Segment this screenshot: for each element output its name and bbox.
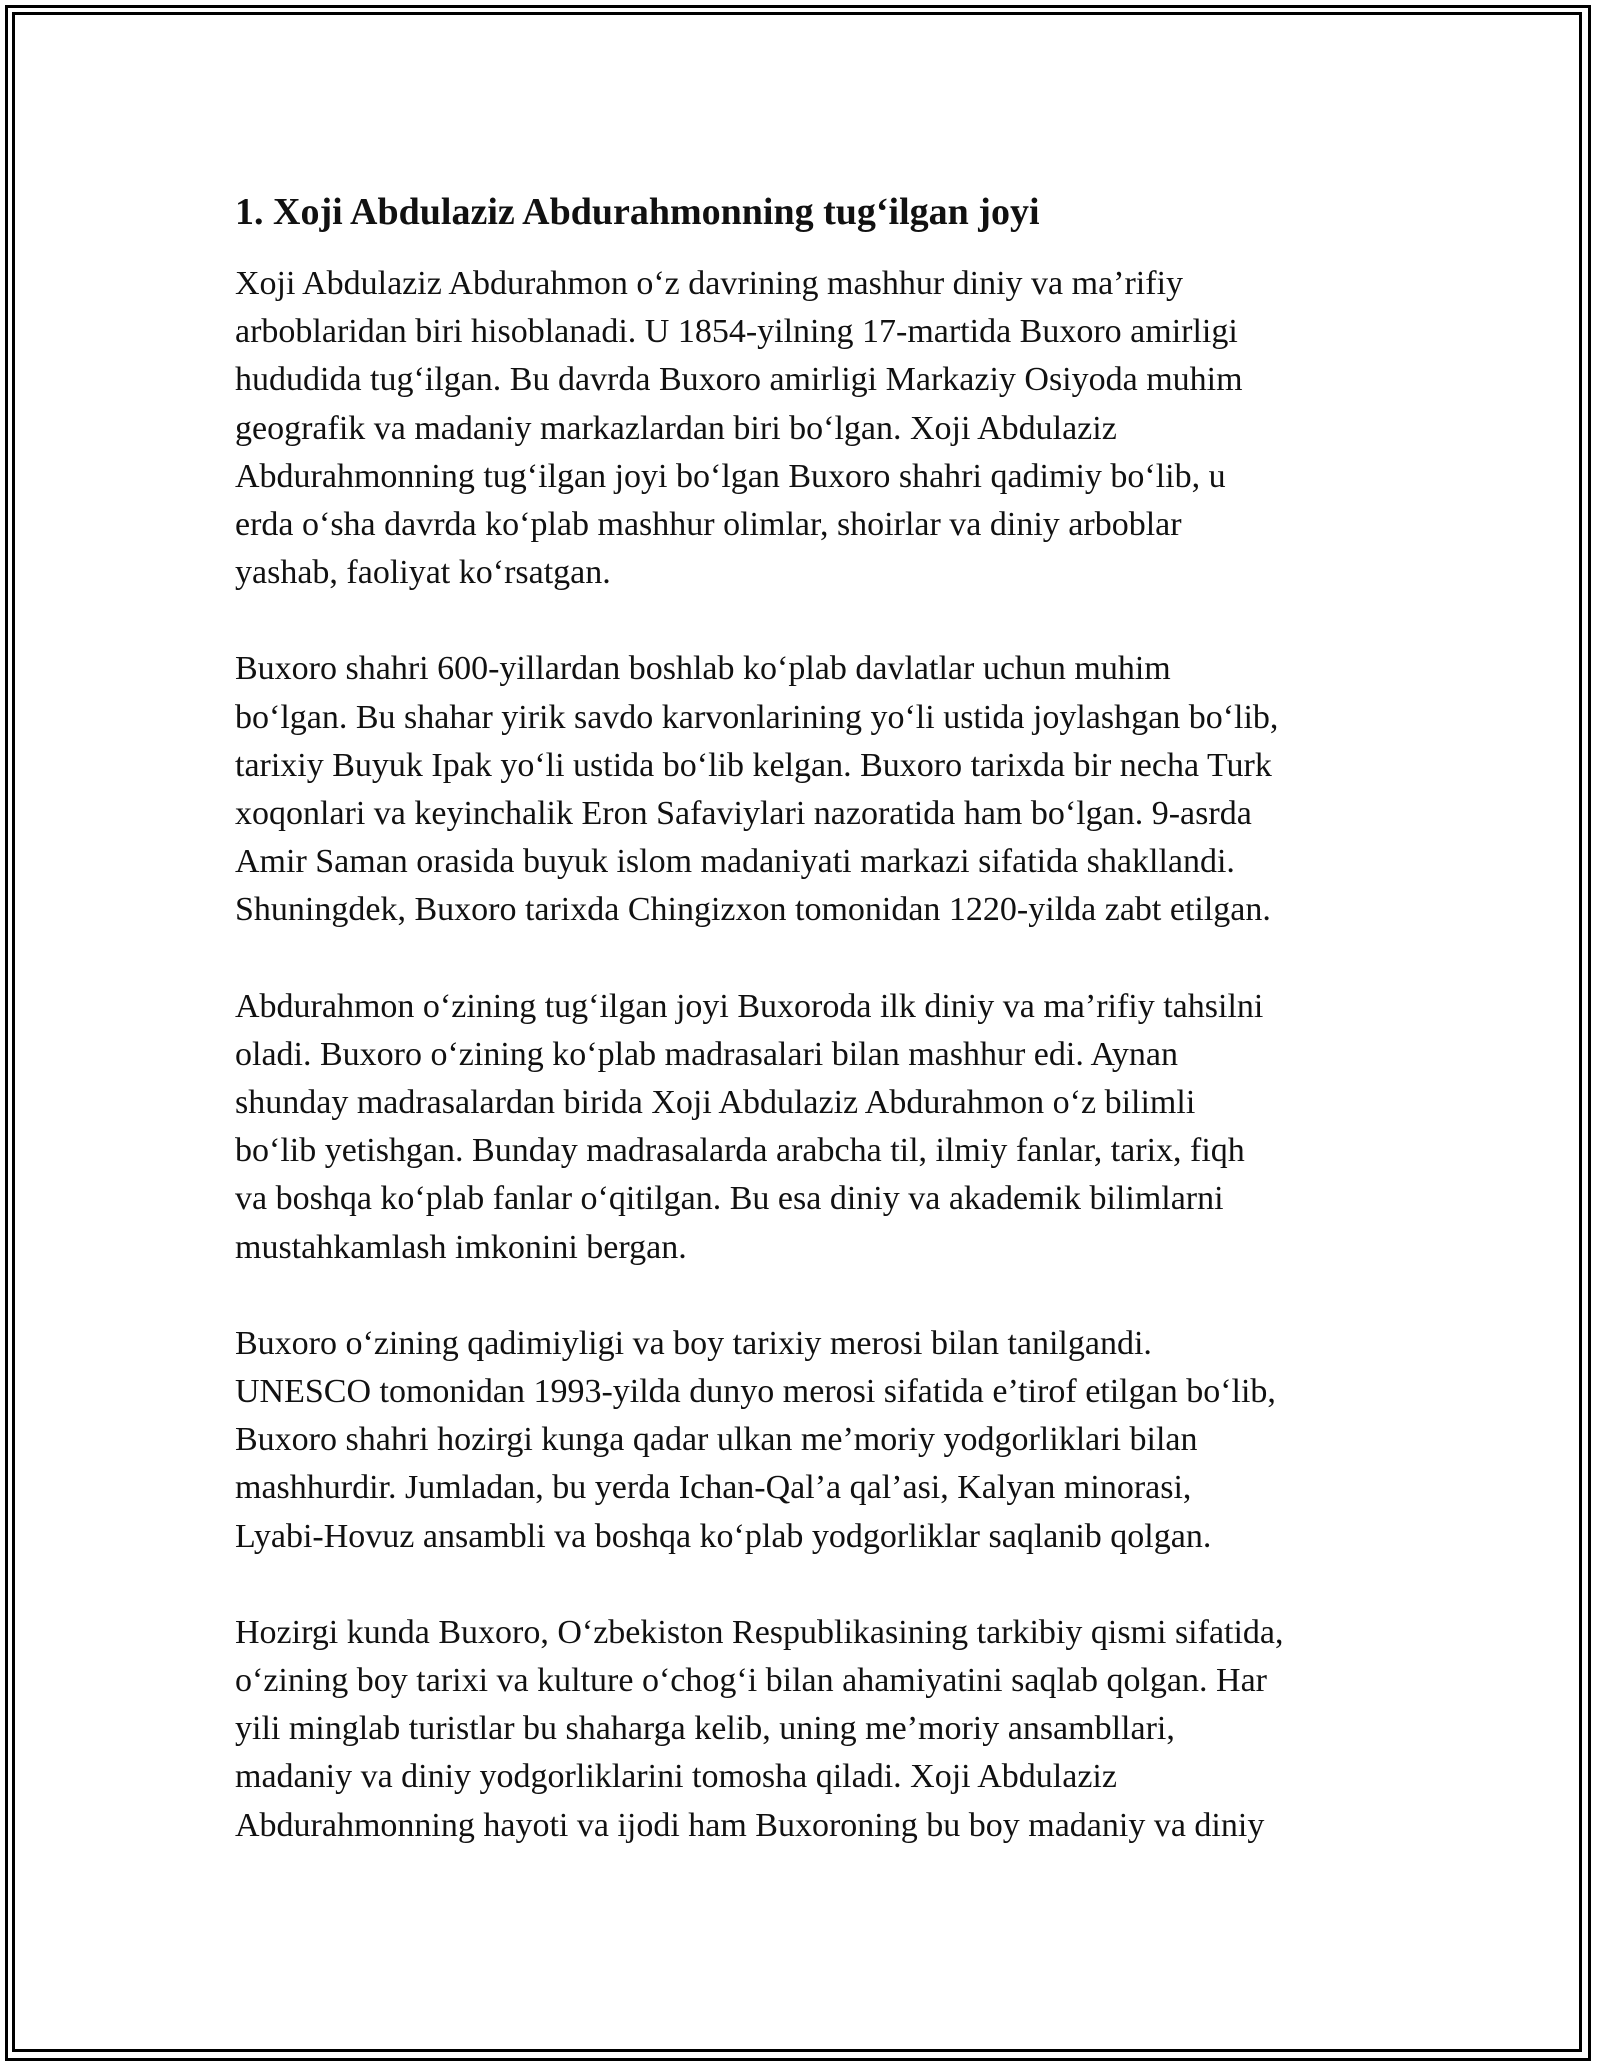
text-line: Buxoro shahri 600-yillardan boshlab ko‘plab davlatlar uchun muhim xyxy=(235,650,1171,688)
paragraph-2 xyxy=(235,645,1370,934)
section-heading: 1. Xoji Abdulaziz Abdurahmonning tug‘ilgan joyi xyxy=(235,191,1040,233)
text-line: mustahkamlash imkonini bergan. xyxy=(235,1228,687,1266)
text-line: Abdurahmonning tug‘ilgan joyi bo‘lgan Buxoro shahri qadimiy bo‘lib, u xyxy=(235,457,1226,495)
text-line: xoqonlari va keyinchalik Eron Safaviylari nazoratida ham bo‘lgan. 9-asrda xyxy=(235,795,1252,833)
text-line: bo‘lib yetishgan. Bunday madrasalarda arabcha til, ilmiy fanlar, tarix, fiqh xyxy=(235,1132,1245,1170)
text-line: hududida tug‘ilgan. Bu davrda Buxoro amirligi Markaziy Osiyoda muhim xyxy=(235,361,1243,399)
paragraph-1 xyxy=(235,260,1370,597)
text-line: Buxoro o‘zining qadimiyligi va boy tarixiy merosi bilan tanilgandi. xyxy=(235,1324,1152,1362)
text-line: shunday madrasalardan birida Xoji Abdulaziz Abdurahmon o‘z bilimli xyxy=(235,1084,1196,1122)
text-line: madaniy va diniy yodgorliklarini tomosha qiladi. Xoji Abdulaziz xyxy=(235,1758,1117,1796)
text-line: oladi. Buxoro o‘zining ko‘plab madrasalari bilan mashhur edi. Aynan xyxy=(235,1035,1178,1073)
paragraph-3 xyxy=(235,983,1370,1272)
text-line: yashab, faoliyat ko‘rsatgan. xyxy=(235,554,611,592)
text-line: Xoji Abdulaziz Abdurahmon o‘z davrining mashhur diniy va ma’rifiy xyxy=(235,265,1184,302)
text-line: va boshqa ko‘plab fanlar o‘qitilgan. Bu esa diniy va akademik bilimlarni xyxy=(235,1180,1224,1218)
text-line: Buxoro shahri hozirgi kunga qadar ulkan me’moriy yodgorliklari bilan xyxy=(235,1421,1198,1459)
text-line: Lyabi-Hovuz ansambli va boshqa ko‘plab yodgorliklar saqlanib qolgan. xyxy=(235,1517,1212,1555)
text-line: mashhurdir. Jumladan, bu yerda Ichan-Qal’a qal’asi, Kalyan minorasi, xyxy=(235,1469,1192,1507)
document-body xyxy=(235,188,1370,1898)
text-line: erda o‘sha davrda ko‘plab mashhur olimlar, shoirlar va diniy arboblar xyxy=(235,506,1182,544)
text-line: Abdurahmon o‘zining tug‘ilgan joyi Buxoroda ilk diniy va ma’rifiy tahsilni xyxy=(235,987,1264,1025)
text-line: arboblaridan biri hisoblanadi. U 1854-yilning 17-martida Buxoro amirligi xyxy=(235,313,1238,351)
text-line: yili minglab turistlar bu shaharga kelib, uning me’moriy ansambllari, xyxy=(235,1710,1175,1748)
text-line: o‘zining boy tarixi va kulture o‘chog‘i bilan ahamiyatini saqlab qolgan. Har xyxy=(235,1662,1267,1700)
text-line: Shuningdek, Buxoro tarixda Chingizxon tomonidan 1220-yilda zabt etilgan. xyxy=(235,891,1271,929)
text-line: Hozirgi kunda Buxoro, O‘zbekiston Respublikasining tarkibiy qismi sifatida, xyxy=(235,1613,1284,1651)
text-line: geografik va madaniy markazlardan biri bo‘lgan. Xoji Abdulaziz xyxy=(235,409,1117,447)
text-line: Abdurahmonning hayoti va ijodi ham Buxoroning bu boy madaniy va diniy xyxy=(235,1806,1265,1844)
paragraph-4 xyxy=(235,1320,1370,1561)
paragraph-5 xyxy=(235,1609,1370,1850)
paragraphs-container xyxy=(235,260,1370,1850)
text-line: UNESCO tomonidan 1993-yilda dunyo merosi sifatida e’tirof etilgan bo‘lib, xyxy=(235,1373,1276,1411)
text-line: bo‘lgan. Bu shahar yirik savdo karvonlarining yo‘li ustida joylashgan bo‘lib, xyxy=(235,698,1279,736)
text-line: tarixiy Buyuk Ipak yo‘li ustida bo‘lib kelgan. Buxoro tarixda bir necha Turk xyxy=(235,746,1272,784)
text-line: Amir Saman orasida buyuk islom madaniyati markazi sifatida shakllandi. xyxy=(235,843,1235,881)
